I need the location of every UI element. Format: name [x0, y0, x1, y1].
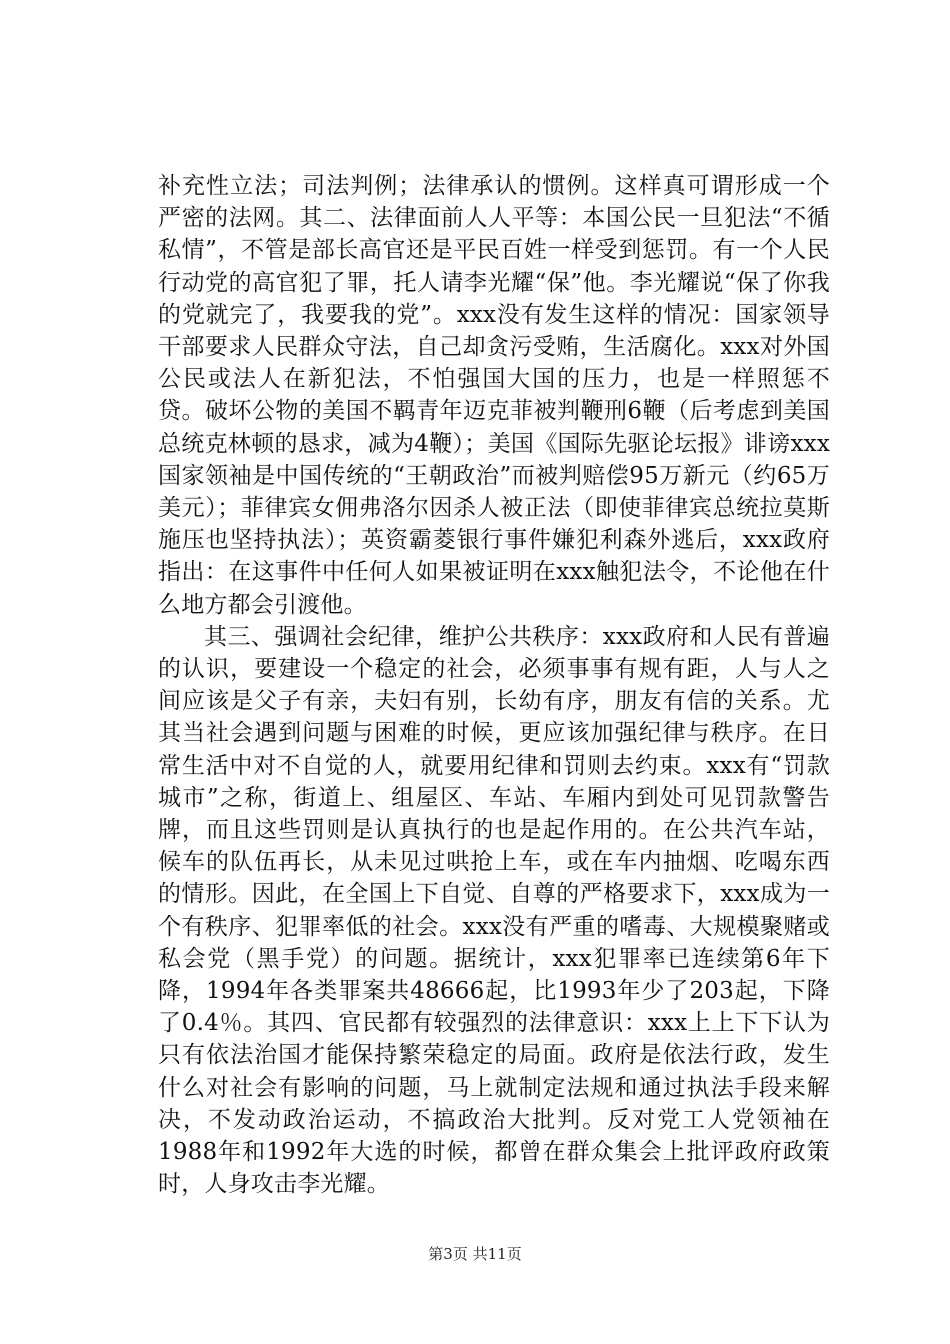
page-number-footer: 第3页 共11页: [428, 1245, 522, 1263]
document-body: [158, 170, 830, 1201]
paragraph-1: 补充性立法；司法判例；法律承认的惯例。这样真可谓形成一个严密的法网。其二、法律面前人人平等：本国公民一旦犯法“不循私情”，不管是部长高官还是平民百姓一样受到惩罚。有一个人民行动党的高官犯了罪，托人请李光耀“保”他。李光耀说“保了你我的党就完了，我要我的党”。xxx没有发生这样的情况：国家领导干部要求人民群众守法，自己却贪污受贿，生活腐化。xxx对外国公民或法人在新犯法，不怕强国大国的压力，也是一样照惩不贷。破坏公物的美国不羁青年迈克菲被判鞭刑6鞭（后考虑到美国总统克林顿的恳求，减为4鞭）；美国《国际先驱论坛报》诽谤xxx国家领袖是中国传统的“王朝政治”而被判赔偿95万新元（约65万美元）；菲律宾女佣弗洛尔因杀人被正法（即使菲律宾总统拉莫斯施压也坚持执法）；英资霸菱银行事件嫌犯利森外逃后，xxx政府指出：在这事件中任何人如果被证明在xxx触犯法令，不论他在什么地方都会引渡他。: [158, 173, 830, 618]
paragraph-2: 其三、强调社会纪律，维护公共秩序：xxx政府和人民有普遍的认识，要建设一个稳定的社会，必须事事有规有距，人与人之间应该是父子有亲，夫妇有别，长幼有序，朋友有信的关系。尤其当社会遇到问题与困难的时候，更应该加强纪律与秩序。在日常生活中对不自觉的人，就要用纪律和罚则去约束。xxx有“罚款城市”之称，街道上、组屋区、车站、车厢内到处可见罚款警告牌，而且这些罚则是认真执行的也是起作用的。在公共汽车站，候车的队伍再长，从未见过哄抢上车，或在车内抽烟、吃喝东西的情形。因此，在全国上下自觉、自尊的严格要求下，xxx成为一个有秩序、犯罪率低的社会。xxx没有严重的嗜毒、大规模聚赌或私会党（黑手党）的问题。据统计，xxx犯罪率已连续第6年下降，1994年各类罪案共48666起，比1993年少了203起，下降了0.4％。其四、官民都有较强烈的法律意识：xxx上上下下认为只有依法治国才能保持繁荣稳定的局面。政府是依法行政，发生什么对社会有影响的问题，马上就制定法规和通过执法手段来解决，不发动政治运动，不搞政治大批判。反对党工人党领袖在1988年和1992年大选的时候，都曾在群众集会上批评政府政策时，人身攻击李光耀。: [158, 623, 830, 1198]
